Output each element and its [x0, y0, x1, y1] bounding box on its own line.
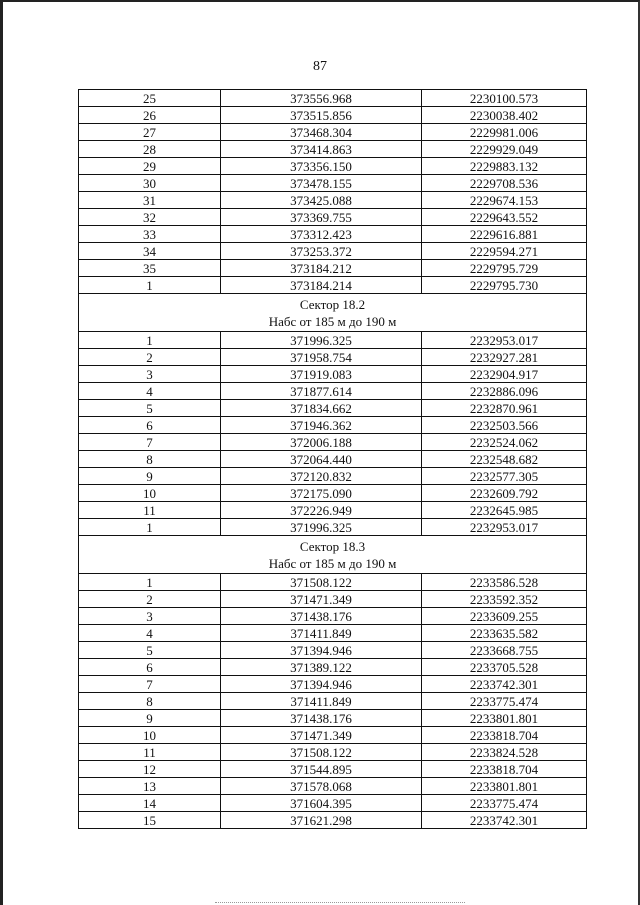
y-coordinate-cell: 2233818.704: [422, 727, 587, 744]
point-number-cell: 31: [79, 192, 221, 209]
point-number-cell: 32: [79, 209, 221, 226]
x-coordinate-cell: 371919.083: [221, 366, 422, 383]
y-coordinate-cell: 2229674.153: [422, 192, 587, 209]
x-coordinate-cell: 371411.849: [221, 625, 422, 642]
table-row: [79, 744, 587, 761]
y-coordinate-cell: 2233668.755: [422, 642, 587, 659]
point-number-cell: 26: [79, 107, 221, 124]
table-row: [79, 366, 587, 383]
table-row: [79, 141, 587, 158]
x-coordinate-cell: 371621.298: [221, 812, 422, 829]
x-coordinate-cell: 373253.372: [221, 243, 422, 260]
x-coordinate-cell: 371996.325: [221, 519, 422, 536]
point-number-cell: 33: [79, 226, 221, 243]
y-coordinate-cell: 2233824.528: [422, 744, 587, 761]
x-coordinate-cell: 371438.176: [221, 608, 422, 625]
page-bottom-edge: [215, 902, 465, 903]
section-subtitle: Набс от 185 м до 190 м: [268, 555, 397, 571]
y-coordinate-cell: 2232953.017: [422, 519, 587, 536]
point-number-cell: 1: [79, 332, 221, 349]
y-coordinate-cell: 2232524.062: [422, 434, 587, 451]
table-row: [79, 591, 587, 608]
x-coordinate-cell: 372064.440: [221, 451, 422, 468]
x-coordinate-cell: 373478.155: [221, 175, 422, 192]
x-coordinate-cell: 371578.068: [221, 778, 422, 795]
y-coordinate-cell: 2229643.552: [422, 209, 587, 226]
x-coordinate-cell: 371438.176: [221, 710, 422, 727]
x-coordinate-cell: 373414.863: [221, 141, 422, 158]
table-row: [79, 277, 587, 294]
x-coordinate-cell: 371604.395: [221, 795, 422, 812]
table-row: [79, 226, 587, 243]
coordinates-table: [78, 89, 587, 829]
table-row: [79, 761, 587, 778]
section-subtitle: Набс от 185 м до 190 м: [268, 313, 397, 329]
page-number: 87: [313, 59, 327, 74]
point-number-cell: 1: [79, 519, 221, 536]
section-title: Сектор 18.3: [299, 538, 366, 554]
section-header-row: [79, 536, 587, 574]
y-coordinate-cell: 2230100.573: [422, 90, 587, 107]
point-number-cell: 4: [79, 625, 221, 642]
x-coordinate-cell: 371471.349: [221, 727, 422, 744]
y-coordinate-cell: 2233705.528: [422, 659, 587, 676]
point-number-cell: 6: [79, 659, 221, 676]
table-row: [79, 417, 587, 434]
point-number-cell: 6: [79, 417, 221, 434]
table-row: [79, 209, 587, 226]
table-row: [79, 124, 587, 141]
y-coordinate-cell: 2229708.536: [422, 175, 587, 192]
y-coordinate-cell: 2232609.792: [422, 485, 587, 502]
y-coordinate-cell: 2233801.801: [422, 710, 587, 727]
table-row: [79, 383, 587, 400]
x-coordinate-cell: 373312.423: [221, 226, 422, 243]
x-coordinate-cell: 371389.122: [221, 659, 422, 676]
point-number-cell: 3: [79, 608, 221, 625]
point-number-cell: 1: [79, 574, 221, 591]
section-header-row: [79, 294, 587, 332]
y-coordinate-cell: 2232577.305: [422, 468, 587, 485]
table-row: [79, 778, 587, 795]
section-header-cell: [79, 536, 587, 574]
y-coordinate-cell: 2232645.985: [422, 502, 587, 519]
table-row: [79, 812, 587, 829]
section-title: Сектор 18.2: [299, 296, 366, 312]
point-number-cell: 3: [79, 366, 221, 383]
point-number-cell: 14: [79, 795, 221, 812]
x-coordinate-cell: 373515.856: [221, 107, 422, 124]
point-number-cell: 9: [79, 710, 221, 727]
table-row: [79, 90, 587, 107]
point-number-cell: 10: [79, 485, 221, 502]
y-coordinate-cell: 2233592.352: [422, 591, 587, 608]
table-row: [79, 727, 587, 744]
table-row: [79, 574, 587, 591]
x-coordinate-cell: 372226.949: [221, 502, 422, 519]
table-row: [79, 434, 587, 451]
point-number-cell: 5: [79, 642, 221, 659]
x-coordinate-cell: 371996.325: [221, 332, 422, 349]
table-row: [79, 175, 587, 192]
point-number-cell: 29: [79, 158, 221, 175]
table-row: [79, 642, 587, 659]
x-coordinate-cell: 371508.122: [221, 744, 422, 761]
y-coordinate-cell: 2233801.801: [422, 778, 587, 795]
x-coordinate-cell: 371411.849: [221, 693, 422, 710]
point-number-cell: 25: [79, 90, 221, 107]
point-number-cell: 7: [79, 434, 221, 451]
x-coordinate-cell: 371544.895: [221, 761, 422, 778]
y-coordinate-cell: 2233609.255: [422, 608, 587, 625]
x-coordinate-cell: 371834.662: [221, 400, 422, 417]
x-coordinate-cell: 373356.150: [221, 158, 422, 175]
x-coordinate-cell: 372006.188: [221, 434, 422, 451]
y-coordinate-cell: 2233775.474: [422, 795, 587, 812]
y-coordinate-cell: 2229883.132: [422, 158, 587, 175]
table-row: [79, 710, 587, 727]
y-coordinate-cell: 2232886.096: [422, 383, 587, 400]
point-number-cell: 8: [79, 693, 221, 710]
table-row: [79, 243, 587, 260]
point-number-cell: 8: [79, 451, 221, 468]
table-row: [79, 659, 587, 676]
table-row: [79, 468, 587, 485]
y-coordinate-cell: 2233775.474: [422, 693, 587, 710]
x-coordinate-cell: 371471.349: [221, 591, 422, 608]
x-coordinate-cell: 373468.304: [221, 124, 422, 141]
x-coordinate-cell: 371877.614: [221, 383, 422, 400]
y-coordinate-cell: 2229929.049: [422, 141, 587, 158]
table-row: [79, 260, 587, 277]
point-number-cell: 9: [79, 468, 221, 485]
x-coordinate-cell: 372175.090: [221, 485, 422, 502]
point-number-cell: 5: [79, 400, 221, 417]
x-coordinate-cell: 373184.212: [221, 260, 422, 277]
point-number-cell: 1: [79, 277, 221, 294]
x-coordinate-cell: 373184.214: [221, 277, 422, 294]
point-number-cell: 13: [79, 778, 221, 795]
table-row: [79, 451, 587, 468]
y-coordinate-cell: 2233742.301: [422, 676, 587, 693]
x-coordinate-cell: 371394.946: [221, 676, 422, 693]
y-coordinate-cell: 2229594.271: [422, 243, 587, 260]
table-row: [79, 192, 587, 209]
point-number-cell: 15: [79, 812, 221, 829]
point-number-cell: 11: [79, 502, 221, 519]
y-coordinate-cell: 2232904.917: [422, 366, 587, 383]
point-number-cell: 27: [79, 124, 221, 141]
y-coordinate-cell: 2233818.704: [422, 761, 587, 778]
point-number-cell: 34: [79, 243, 221, 260]
table-row: [79, 158, 587, 175]
point-number-cell: 11: [79, 744, 221, 761]
point-number-cell: 12: [79, 761, 221, 778]
y-coordinate-cell: 2232548.682: [422, 451, 587, 468]
x-coordinate-cell: 371394.946: [221, 642, 422, 659]
table-row: [79, 332, 587, 349]
y-coordinate-cell: 2233586.528: [422, 574, 587, 591]
y-coordinate-cell: 2232870.961: [422, 400, 587, 417]
x-coordinate-cell: 373369.755: [221, 209, 422, 226]
point-number-cell: 2: [79, 349, 221, 366]
section-header-cell: [79, 294, 587, 332]
x-coordinate-cell: 373556.968: [221, 90, 422, 107]
table-row: [79, 795, 587, 812]
x-coordinate-cell: 373425.088: [221, 192, 422, 209]
table-row: [79, 608, 587, 625]
point-number-cell: 30: [79, 175, 221, 192]
y-coordinate-cell: 2229795.730: [422, 277, 587, 294]
table-row: [79, 676, 587, 693]
x-coordinate-cell: 372120.832: [221, 468, 422, 485]
point-number-cell: 35: [79, 260, 221, 277]
point-number-cell: 2: [79, 591, 221, 608]
point-number-cell: 7: [79, 676, 221, 693]
y-coordinate-cell: 2232953.017: [422, 332, 587, 349]
y-coordinate-cell: 2232927.281: [422, 349, 587, 366]
y-coordinate-cell: 2229981.006: [422, 124, 587, 141]
coordinates-table-body: [79, 90, 587, 829]
y-coordinate-cell: 2229616.881: [422, 226, 587, 243]
y-coordinate-cell: 2230038.402: [422, 107, 587, 124]
table-row: [79, 519, 587, 536]
table-row: [79, 693, 587, 710]
table-row: [79, 107, 587, 124]
y-coordinate-cell: 2229795.729: [422, 260, 587, 277]
y-coordinate-cell: 2233635.582: [422, 625, 587, 642]
table-row: [79, 625, 587, 642]
point-number-cell: 28: [79, 141, 221, 158]
table-row: [79, 400, 587, 417]
y-coordinate-cell: 2233742.301: [422, 812, 587, 829]
x-coordinate-cell: 371958.754: [221, 349, 422, 366]
table-row: [79, 502, 587, 519]
x-coordinate-cell: 371946.362: [221, 417, 422, 434]
x-coordinate-cell: 371508.122: [221, 574, 422, 591]
point-number-cell: 4: [79, 383, 221, 400]
table-row: [79, 485, 587, 502]
point-number-cell: 10: [79, 727, 221, 744]
table-row: [79, 349, 587, 366]
y-coordinate-cell: 2232503.566: [422, 417, 587, 434]
